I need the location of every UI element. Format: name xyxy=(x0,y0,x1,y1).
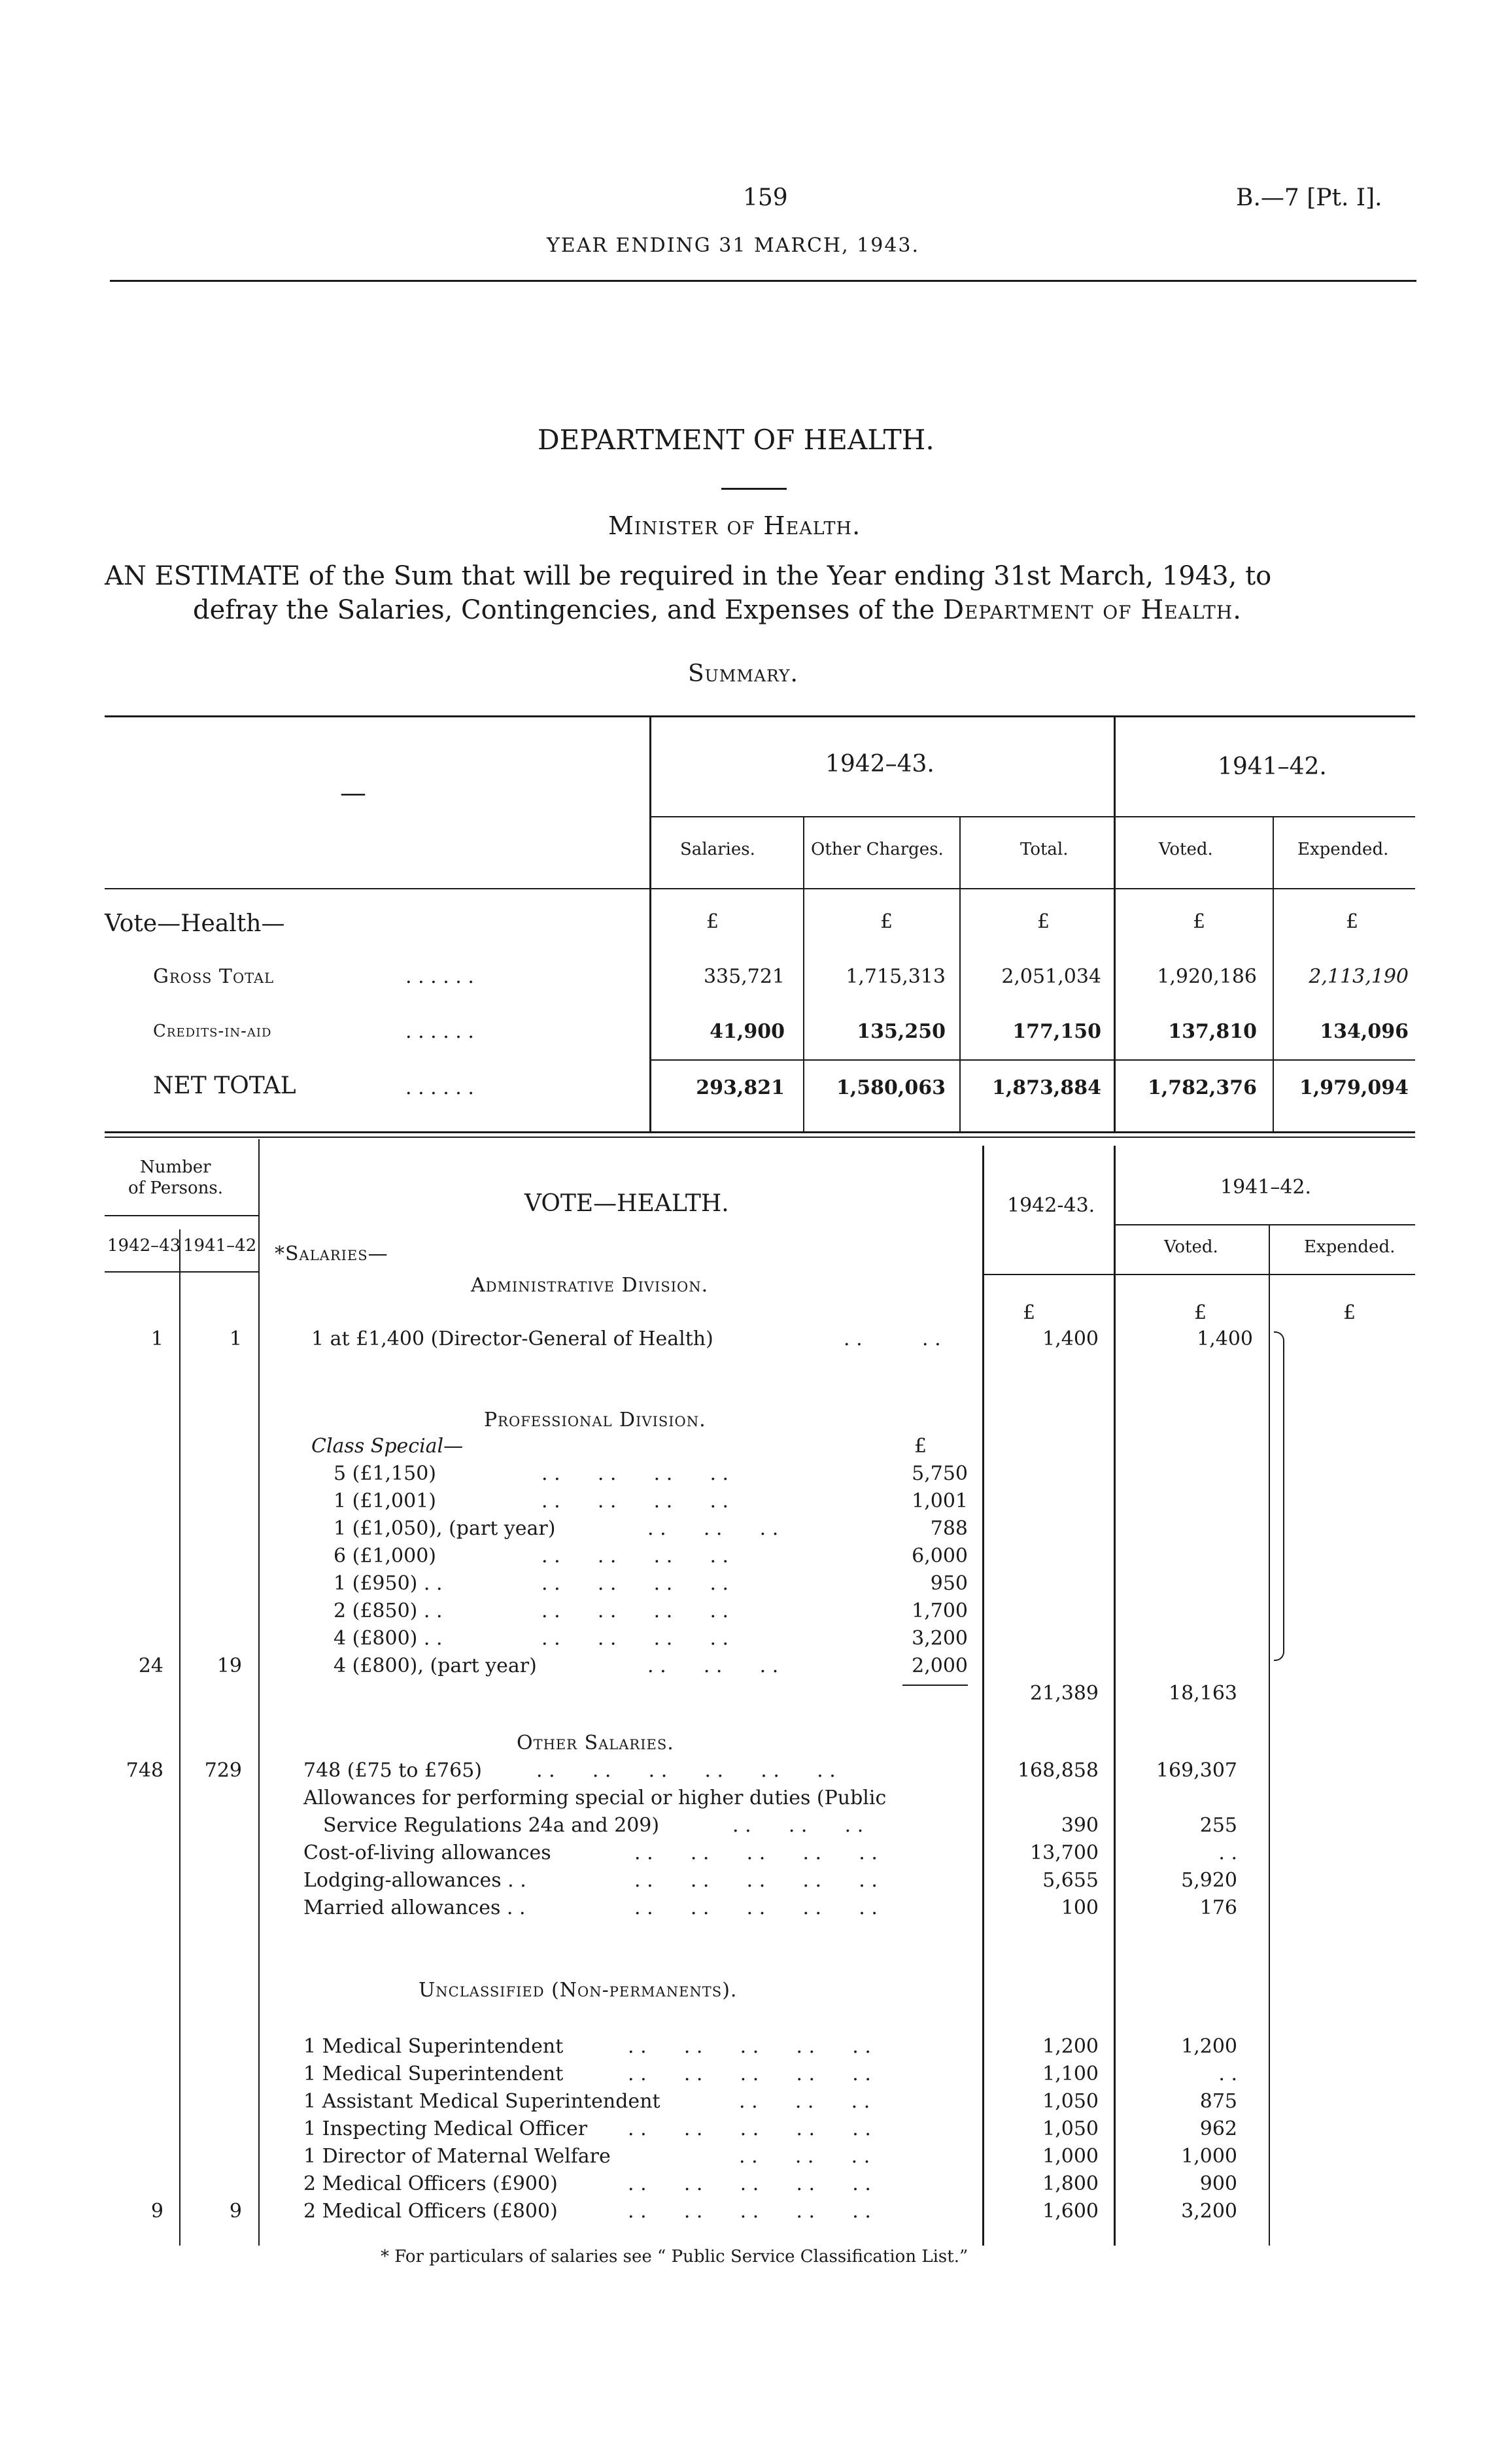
uncl-row-voted: 900 xyxy=(1199,2172,1237,2195)
prof-row-amount: 5,750 xyxy=(912,1462,968,1485)
detail-persons-label: of Persons. xyxy=(128,1178,224,1198)
prof-row-label: 2 (£850) . . xyxy=(334,1600,443,1622)
prof-row-label: 1 (£950) . . xyxy=(334,1572,443,1595)
professional-division-heading: Professional Division. xyxy=(484,1409,706,1431)
prof-row-dots: . . . . . . xyxy=(647,1517,779,1540)
admin-line-dots: . . xyxy=(844,1327,863,1350)
vote-health-title: VOTE—HEALTH. xyxy=(524,1190,729,1217)
title-divider xyxy=(721,488,787,490)
uncl-row-dots: . . . . . . . . . . xyxy=(628,2172,871,2195)
other-row-label: Lodging-allowances . . xyxy=(303,1869,526,1892)
admin-persons-4142: 1 xyxy=(229,1327,242,1350)
uncl-row-amount: 1,800 xyxy=(1042,2172,1099,2195)
uncl-row-amount: 1,050 xyxy=(1042,2090,1099,2113)
uncl-row-dots: . . . . . . . . . . xyxy=(628,2062,871,2085)
unclassified-heading: Unclassified (Non-permanents). xyxy=(419,1979,738,2002)
other-row-voted: 5,920 xyxy=(1181,1869,1237,1892)
estimate-line-1: AN ESTIMATE of the Sum that will be required in the Year ending 31st March, 1943, to xyxy=(105,561,1272,591)
other-row-amount: 100 xyxy=(1061,1896,1099,1919)
uncl-row-voted: 3,200 xyxy=(1181,2200,1237,2223)
summary-pound-1: £ xyxy=(706,910,719,933)
header-rule xyxy=(110,280,1416,282)
summary-net-other: 1,580,063 xyxy=(836,1076,946,1099)
other-row-voted: 176 xyxy=(1199,1896,1237,1919)
uncl-row-label: 2 Medical Officers (£900) xyxy=(303,2172,558,2195)
estimate-line-2 xyxy=(193,595,1242,625)
summary-col-other: Other Charges. xyxy=(811,840,944,859)
detail-divider-voted xyxy=(1114,1146,1116,2246)
uncl-row-dots: . . . . . . . . . . xyxy=(628,2117,871,2140)
summary-row-dots: . . . . . . xyxy=(405,965,474,988)
class-special-label: Class Special— xyxy=(311,1435,464,1458)
prof-row-label: 4 (£800), (part year) xyxy=(334,1654,537,1677)
prof-row-amount: 6,000 xyxy=(912,1545,968,1567)
professional-persons-4243: 24 xyxy=(138,1654,163,1677)
minister-heading: Minister of Health. xyxy=(608,511,861,540)
uncl-row-label: 1 Inspecting Medical Officer xyxy=(303,2117,588,2140)
other-row-dots: . . . . . . . . . . xyxy=(634,1841,878,1864)
prof-row-dots: . . . . . . . . xyxy=(541,1572,729,1595)
prof-row-amount: 2,000 xyxy=(912,1654,968,1677)
detail-col-4243: 1942–43 xyxy=(107,1236,181,1256)
other-row-dots: . . . . . . xyxy=(732,1814,864,1837)
other-persons-4243: 748 xyxy=(126,1759,163,1782)
detail-persons-rule-2 xyxy=(105,1271,258,1273)
professional-pound: £ xyxy=(914,1435,927,1458)
detail-number-label: Number xyxy=(140,1157,211,1177)
other-row-amount: 13,700 xyxy=(1030,1841,1099,1864)
detail-1941-rule xyxy=(1114,1224,1415,1225)
detail-col-voted: Voted. xyxy=(1164,1237,1218,1257)
prof-row-amount: 1,700 xyxy=(912,1600,968,1622)
summary-net-total: 1,873,884 xyxy=(991,1076,1101,1099)
other-row-label: Married allowances . . xyxy=(303,1896,526,1919)
department-title: DEPARTMENT OF HEALTH. xyxy=(538,424,934,456)
uncl-row-voted: 962 xyxy=(1199,2117,1237,2140)
summary-top-rule xyxy=(105,715,1415,717)
estimate-line-2-text: defray the Salaries, Contingencies, and Expenses of the xyxy=(193,595,943,625)
expended-brace xyxy=(1274,1331,1284,1661)
other-row-voted: 169,307 xyxy=(1156,1759,1237,1782)
prof-row-amount: 788 xyxy=(930,1517,968,1540)
other-row-voted: 255 xyxy=(1199,1814,1237,1837)
year-ending-line: YEAR ENDING 31 MARCH, 1943. xyxy=(547,234,920,257)
uncl-row-amount: 1,600 xyxy=(1042,2200,1099,2223)
uncl-row-label: 1 Assistant Medical Superintendent xyxy=(303,2090,660,2113)
prof-row-dots: . . . . . . xyxy=(647,1654,779,1677)
detail-divider-persons xyxy=(258,1139,260,2246)
other-row-amount: 168,858 xyxy=(1017,1759,1099,1782)
summary-col-salaries: Salaries. xyxy=(680,840,755,859)
uncl-row-voted: 1,200 xyxy=(1181,2035,1237,2058)
summary-credits-salaries: 41,900 xyxy=(710,1020,785,1043)
detail-divider-years xyxy=(179,1229,180,2246)
uncl-row-amount: 1,200 xyxy=(1042,2035,1099,2058)
professional-subtotal-rule xyxy=(902,1685,968,1686)
summary-gross-total: 2,051,034 xyxy=(1001,965,1101,988)
admin-amount: 1,400 xyxy=(1042,1327,1099,1350)
prof-row-amount: 3,200 xyxy=(912,1627,968,1650)
summary-gross-expended: 2,113,190 xyxy=(1309,965,1409,988)
summary-col-expended: Expended. xyxy=(1297,840,1389,859)
detail-divider-expended xyxy=(1269,1225,1270,2246)
uncl-row-amount: 1,000 xyxy=(1042,2145,1099,2168)
uncl-row-dots: . . . . . . . . . . xyxy=(628,2200,871,2223)
uncl-row-amount: 1,100 xyxy=(1042,2062,1099,2085)
prof-row-amount: 950 xyxy=(930,1572,968,1595)
summary-gross-other: 1,715,313 xyxy=(846,965,946,988)
detail-pound-amount: £ xyxy=(1023,1301,1036,1324)
uncl-row-dots: . . . . . . . . . . xyxy=(628,2035,871,2058)
estimate-line-2-dept: Department of Health. xyxy=(942,595,1242,625)
summary-row-label: Gross Total xyxy=(153,965,275,988)
prof-row-dots: . . . . . . . . xyxy=(541,1545,729,1567)
summary-row-dots: . . . . . . xyxy=(405,1076,474,1099)
summary-divider-1 xyxy=(649,715,651,1133)
summary-gross-voted: 1,920,186 xyxy=(1157,965,1257,988)
prof-row-dots: . . . . . . . . xyxy=(541,1627,729,1650)
uncl-row-label: 2 Medical Officers (£800) xyxy=(303,2200,558,2223)
professional-voted: 18,163 xyxy=(1169,1682,1237,1705)
prof-row-dots: . . . . . . . . xyxy=(541,1490,729,1513)
summary-heading: Summary. xyxy=(688,660,798,687)
professional-persons-4142: 19 xyxy=(216,1654,242,1677)
other-row-label: Allowances for performing special or higher duties (Public xyxy=(303,1787,887,1809)
other-row-dots: . . . . . . . . . . . . xyxy=(536,1759,836,1782)
unclassified-persons-4142: 9 xyxy=(229,2200,242,2223)
unclassified-persons-4243: 9 xyxy=(150,2200,163,2223)
uncl-row-label: 1 Director of Maternal Welfare xyxy=(303,2145,611,2168)
detail-persons-rule xyxy=(105,1215,258,1216)
summary-credits-voted: 137,810 xyxy=(1168,1020,1257,1043)
uncl-row-label: 1 Medical Superintendent xyxy=(303,2035,564,2058)
detail-pound-expended: £ xyxy=(1343,1301,1356,1324)
salaries-heading: *Salaries— xyxy=(275,1242,388,1265)
other-row-voted: . . xyxy=(1218,1841,1237,1864)
uncl-row-amount: 1,050 xyxy=(1042,2117,1099,2140)
summary-col-sep-a xyxy=(803,816,804,1133)
summary-credits-other: 135,250 xyxy=(857,1020,946,1043)
other-persons-4142: 729 xyxy=(204,1759,242,1782)
prof-row-amount: 1,001 xyxy=(912,1490,968,1513)
summary-col-total: Total. xyxy=(1020,840,1069,859)
summary-year-1941: 1941–42. xyxy=(1218,753,1327,780)
summary-pound-5: £ xyxy=(1346,910,1359,933)
summary-credits-total: 177,150 xyxy=(1012,1020,1101,1043)
summary-year-1942: 1942–43. xyxy=(825,751,934,778)
prof-row-label: 1 (£1,050), (part year) xyxy=(334,1517,556,1540)
prof-row-label: 6 (£1,000) xyxy=(334,1545,437,1567)
summary-subhead-rule xyxy=(649,816,1415,817)
summary-bottom-rule xyxy=(105,1131,1415,1133)
summary-net-voted: 1,782,376 xyxy=(1147,1076,1257,1099)
detail-pound-voted: £ xyxy=(1194,1301,1207,1324)
summary-dash: — xyxy=(340,778,366,808)
detail-divider-amount xyxy=(982,1146,984,2246)
document-reference: B.—7 [Pt. I]. xyxy=(1236,184,1382,211)
admin-line-text: 1 at £1,400 (Director-General of Health) xyxy=(311,1327,713,1350)
page-number: 159 xyxy=(743,184,788,211)
detail-col-1941: 1941–42. xyxy=(1220,1176,1312,1199)
uncl-row-dots: . . . . . . xyxy=(739,2145,870,2168)
uncl-row-label: 1 Medical Superintendent xyxy=(303,2062,564,2085)
summary-pound-3: £ xyxy=(1037,910,1050,933)
other-row-dots: . . . . . . . . . . xyxy=(634,1896,878,1919)
other-row-dots: . . . . . . . . . . xyxy=(634,1869,878,1892)
summary-col-voted: Voted. xyxy=(1159,840,1213,859)
summary-row-label: Credits-in-aid xyxy=(153,1021,272,1041)
prof-row-label: 1 (£1,001) xyxy=(334,1490,437,1513)
other-row-label: 748 (£75 to £765) xyxy=(303,1759,483,1782)
summary-net-salaries: 293,821 xyxy=(696,1076,785,1099)
admin-persons-4243: 1 xyxy=(150,1327,163,1350)
other-row-amount: 5,655 xyxy=(1042,1869,1099,1892)
summary-pound-2: £ xyxy=(880,910,893,933)
prof-row-label: 5 (£1,150) xyxy=(334,1462,437,1485)
summary-net-expended: 1,979,094 xyxy=(1299,1076,1409,1099)
uncl-row-voted: 875 xyxy=(1199,2090,1237,2113)
detail-head-rule xyxy=(982,1274,1415,1275)
uncl-row-voted: . . xyxy=(1218,2062,1237,2085)
prof-row-dots: . . . . . . . . xyxy=(541,1462,729,1485)
footnote: * For particulars of salaries see “ Public Service Classification List.” xyxy=(381,2247,968,2267)
professional-total: 21,389 xyxy=(1030,1682,1099,1705)
summary-credits-expended: 134,096 xyxy=(1320,1020,1409,1043)
other-row-amount: 390 xyxy=(1061,1814,1099,1837)
summary-col-sep-c xyxy=(1273,816,1274,1133)
summary-net-rule xyxy=(649,1059,1415,1061)
administrative-division-heading: Administrative Division. xyxy=(471,1274,709,1297)
detail-col-year: 1942-43. xyxy=(1007,1194,1095,1217)
uncl-row-voted: 1,000 xyxy=(1181,2145,1237,2168)
summary-row-dots: . . . . . . xyxy=(405,1020,474,1043)
detail-col-expended: Expended. xyxy=(1304,1237,1396,1257)
summary-gross-salaries: 335,721 xyxy=(703,965,785,988)
summary-bottom-rule-2 xyxy=(105,1137,1415,1138)
other-row-label: Cost-of-living allowances xyxy=(303,1841,551,1864)
other-row-label: Service Regulations 24a and 209) xyxy=(323,1814,660,1837)
summary-vote-label: Vote—Health— xyxy=(105,910,285,937)
other-salaries-heading: Other Salaries. xyxy=(517,1732,674,1754)
summary-row-label: NET TOTAL xyxy=(153,1072,296,1099)
summary-pound-4: £ xyxy=(1193,910,1206,933)
admin-voted: 1,400 xyxy=(1197,1327,1253,1350)
summary-col-sep-b xyxy=(959,816,961,1133)
uncl-row-dots: . . . . . . xyxy=(739,2090,870,2113)
summary-divider-2 xyxy=(1114,715,1116,1133)
detail-col-4142: 1941–42 xyxy=(183,1236,257,1256)
prof-row-label: 4 (£800) . . xyxy=(334,1627,443,1650)
admin-line-dots-2: . . xyxy=(922,1327,941,1350)
prof-row-dots: . . . . . . . . xyxy=(541,1600,729,1622)
summary-head-rule xyxy=(105,888,1415,889)
